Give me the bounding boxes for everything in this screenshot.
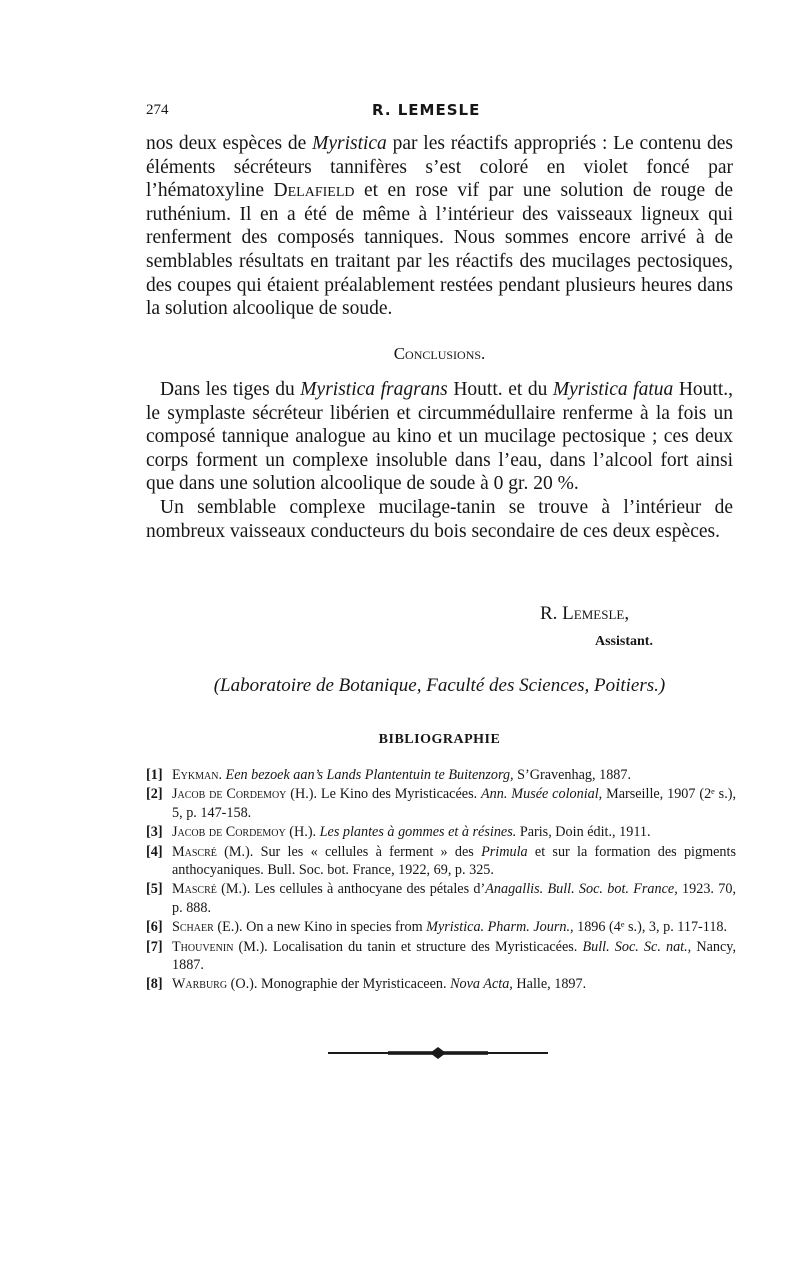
- paragraph-intro: [146, 132, 733, 321]
- entry-text: (H.).: [285, 824, 320, 841]
- entry-author: Eykman.: [172, 767, 222, 783]
- entry-title: Een bezoek aan’s Lands Plantentuin te Buitenzorg,: [225, 767, 514, 783]
- entry-text: (M.). Localisation du tanin et structure des Myristicacées.: [233, 938, 583, 955]
- entry-title: Primula: [481, 843, 528, 860]
- entry-text: (M.). Sur les « cellules à ferment » des: [216, 843, 482, 860]
- genus-name: Myristica: [312, 133, 387, 154]
- page-number: 274: [146, 102, 169, 118]
- entry-title: Ann. Musée colonial,: [481, 786, 603, 803]
- bibliography-entry: [146, 880, 736, 917]
- entry-title: Anagallis. Bull. Soc. bot. France,: [485, 881, 678, 898]
- bibliography-entry: [146, 843, 736, 880]
- end-ornament-icon: [328, 1046, 548, 1060]
- bibliography-entry: [146, 823, 736, 841]
- entry-number: [3]: [146, 824, 163, 841]
- entry-title: Bull. Soc. Sc. nat.,: [582, 938, 692, 955]
- entry-author: Mascré: [172, 881, 217, 898]
- text-span: nos deux espèces de: [146, 133, 313, 154]
- bibliography-entry: [146, 918, 736, 936]
- entry-number: [1]: [146, 767, 163, 783]
- entry-details: et sur la formation des pigments anthocyaniques. Bull. Soc. bot. France, 1922, 69, p. 325.: [172, 843, 736, 879]
- entry-title: Les plantes à gommes et à résines.: [319, 824, 517, 841]
- entry-text: (H.). Le Kino des Myristicacées.: [286, 786, 482, 803]
- conclusions-body: [146, 378, 733, 543]
- bibliography-entry: [146, 975, 736, 993]
- text-span: Dans les tiges du: [160, 379, 301, 400]
- bibliography-title: BIBLIOGRAPHIE: [378, 732, 501, 747]
- entry-number: [6]: [146, 919, 163, 936]
- entry-title: Nova Acta,: [450, 976, 513, 993]
- entry-author: Jacob de Cordemoy: [172, 786, 287, 803]
- entry-details: S’Gravenhag, 1887.: [513, 767, 632, 783]
- running-head: R. LEMESLE: [372, 101, 481, 119]
- author-signature: R. Lemesle,: [540, 603, 630, 624]
- entry-details: Marseille, 1907 (2ᵉ s.), 5, p. 147-158.: [172, 786, 737, 821]
- entry-details: 1923. 70, p. 888.: [172, 881, 736, 916]
- text-span: Houtt. et du: [447, 379, 553, 400]
- page-header: [146, 102, 656, 126]
- bibliography-entry: [146, 766, 736, 784]
- text-span: par les réactifs appropriés : Le contenu des éléments sécréteurs tannifères s’est coloré en violet foncé par l’hématoxyline: [146, 133, 733, 202]
- entry-number: [2]: [146, 786, 163, 803]
- entry-details: Halle, 1897.: [512, 976, 587, 993]
- entry-author: Warburg: [172, 976, 228, 993]
- conclusion-paragraph-2: Un semblable complexe mucilage-tanin se trouve à l’intérieur de nombreux vaisseaux conducteurs du bois secondaire de ces deux espèces.: [146, 496, 733, 542]
- entry-details: Nancy, 1887.: [172, 938, 736, 974]
- entry-number: [8]: [146, 976, 163, 993]
- affiliation: (Laboratoire de Botanique, Faculté des Sciences, Poitiers.): [213, 675, 666, 696]
- entry-author: Thouvenin: [172, 938, 234, 955]
- entry-title: Myristica. Pharm. Journ.,: [426, 919, 574, 936]
- bibliography-entry: [146, 938, 736, 975]
- author-role: Assistant.: [595, 634, 653, 649]
- bibliography-entry: [146, 785, 736, 822]
- entry-text: (M.). Les cellules à anthocyane des pétales d’: [216, 881, 486, 898]
- entry-details: 1896 (4ᵉ s.), 3, p. 117-118.: [573, 919, 728, 936]
- section-title-conclusions: Conclusions.: [393, 344, 486, 363]
- species-name: Myristica fatua: [552, 379, 674, 400]
- author-name: Delafield: [273, 180, 355, 202]
- conclusion-paragraph-1: [146, 378, 733, 496]
- entry-author: Schaer: [172, 919, 214, 936]
- entry-number: [7]: [146, 938, 163, 955]
- entry-number: [4]: [146, 843, 163, 860]
- entry-details: Paris, Doin édit., 1911.: [516, 824, 651, 841]
- bibliography-list: [146, 766, 736, 995]
- entry-author: Mascré: [172, 843, 217, 860]
- entry-text: (E.). On a new Kino in species from: [213, 919, 427, 936]
- species-name: Myristica fragrans: [300, 379, 448, 400]
- text-span: Houtt., le symplaste sécréteur libérien et circummédullaire renferme à la fois un composé tannique analogue au kino et un mucilage pectosique ; ces deux corps forment un complexe insoluble dans l’eau, dans l’alcool fort ainsi que dans une solution alcoolique de soude à 0 gr. 20 %.: [146, 379, 733, 495]
- text-span: et en rose vif par une solution de rouge de ruthénium. Il en a été de même à l’intérieur des vaisseaux ligneux qui renferment des composés tanniques. Nous sommes encore arrivé à de semblables résultats en traitant par les réactifs des mucilages pectosiques, des coupes qui étaient préalablement restées pendant plusieurs heures dans la solution alcoolique de soude.: [146, 180, 733, 320]
- entry-number: [5]: [146, 881, 163, 898]
- entry-author: Jacob de Cordemoy: [172, 824, 286, 841]
- entry-text: (O.). Monographie der Myristicaceen.: [227, 976, 451, 993]
